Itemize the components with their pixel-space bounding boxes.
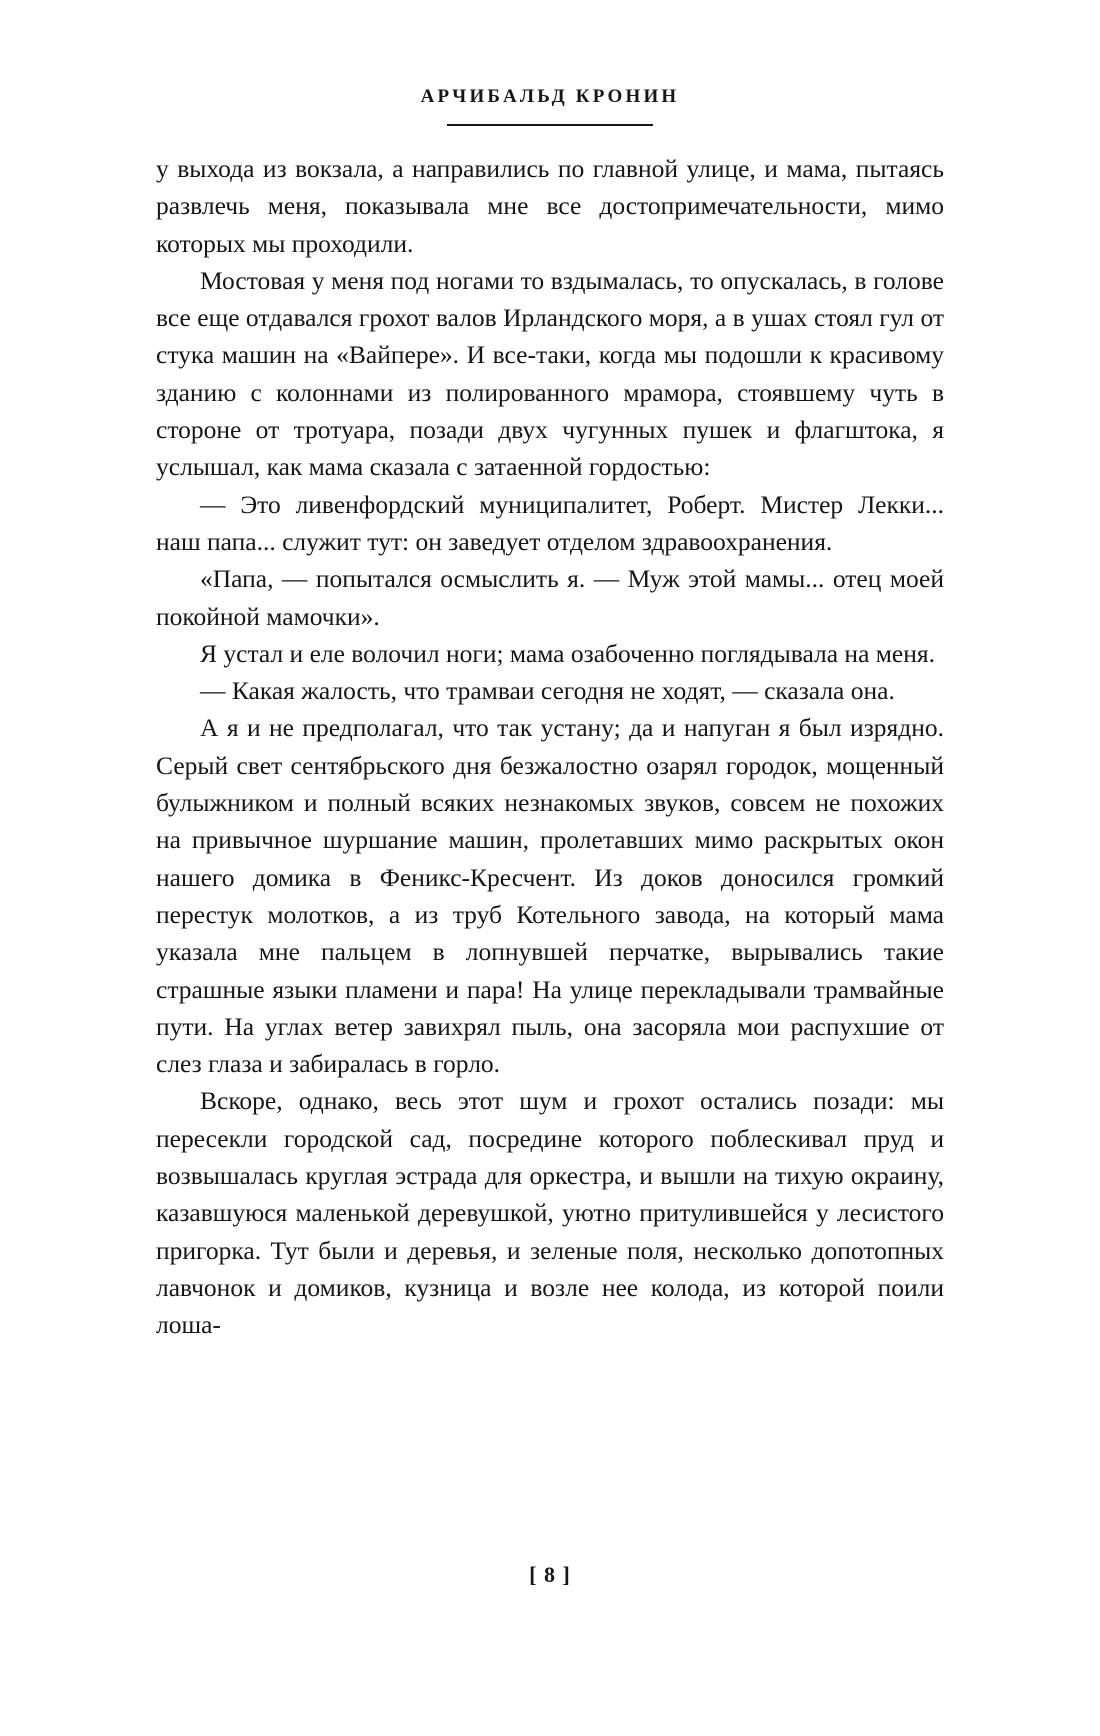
paragraph: — Какая жалость, что трамваи сегодня не ходят, — сказала она. (200, 676, 895, 706)
paragraph: — Это ливенфордский муниципалитет, Роберт. Мистер Лекки... наш папа... служит тут: он заведует отделом здравоохранения. (156, 489, 944, 556)
book-page (0, 86, 1100, 1736)
paragraph: у выхода из вокзала, а направились по главной улице, и мама, пытаясь развлечь меня, показывала мне все достопримечательности, мимо которых мы проходили. (156, 154, 944, 258)
paragraph: Мостовая у меня под ногами то вздымалась, то опускалась, в голове все еще отдавался грохот валов Ирландского моря, а в ушах стоял гул от стука машин на «Вайпере». И все-таки, когда мы подошли к красивому зданию с колоннами из полированного мрамора, стоявшему чуть в стороне от тротуара, позади двух чугунных пушек и флагштока, я услышал, как мама сказала с затаенной гордостью: (156, 265, 944, 482)
header-rule-wrap (0, 124, 1100, 126)
paragraph: «Папа, — попытался осмыслить я. — Муж этой мамы... отец моей покойной мамочки». (156, 564, 944, 631)
page-number: [ 8 ] (529, 1562, 571, 1587)
running-head: АРЧИБАЛЬД КРОНИН (420, 86, 680, 107)
body-text (156, 150, 944, 1344)
header-rule (447, 124, 653, 126)
paragraph: А я и не предполагал, что так устану; да и напуган я был изрядно. Серый свет сентябрьского дня безжалостно озарял городок, мощенный булыжником и полный всяких незнакомых звуков, совсем не похожих на привычное шуршание машин, пролетавших мимо раскрытых окон нашего домика в Феникс-Кресчент. Из доков доносился громкий перестук молотков, а из труб Котельного завода, на который мама указала мне пальцем в лопнувшей перчатке, вырывались такие страшные языки пламени и пара! На улице перекладывали трамвайные пути. На углах ветер завихрял пыль, она засоряла мои распухшие от слез глаза и забиралась в горло. (156, 713, 944, 1079)
paragraph: Я устал и еле волочил ноги; мама озабоченно поглядывала на меня. (200, 638, 935, 668)
paragraph: Вскоре, однако, весь этот шум и грохот остались позади: мы пересекли городской сад, посредине которого поблескивал пруд и возвышалась круглая эстрада для оркестра, и вышли на тихую окраину, казавшуюся маленькой деревушкой, уютно притулившейся у лесистого пригорка. Тут были и деревья, и зеленые поля, несколько допотопных лавчонок и домиков, кузница и возле нее колода, из которой поили лоша- (156, 1086, 944, 1340)
